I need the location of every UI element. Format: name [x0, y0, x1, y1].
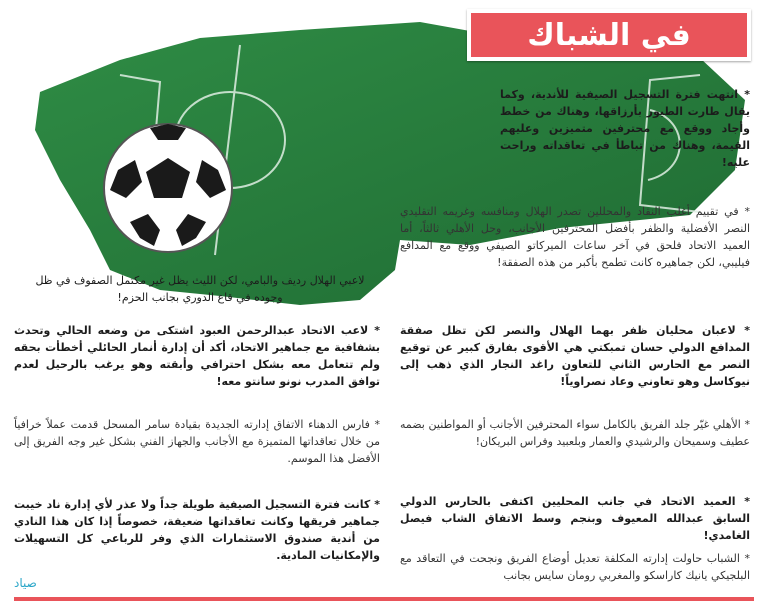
article-paragraph: * انتهت فترة التسجيل الصيفية للأندية، وكما يقال طارت الطيور بأرزاقها، وهناك من خطط وأجاد ووقع مع محترفين متميزين وعليهم القيمة، وهناك من تباطأ في تعاقداته وراحت عليه!	[500, 88, 750, 169]
article-paragraph: * الشباب حاولت إدارته المكلفة تعديل أوضاع الفريق ونجحت في التعاقد مع البلجيكي يانيك كاراسكو والمغربي رومان سايس بجانب	[400, 552, 750, 582]
photo-caption: لاعبي الهلال رديف والبامي، لكن الليث يظل غير مكتمل الصفوف في ظل وجوده في قاع الدوري بجانب الحزم!	[35, 274, 365, 304]
article-paragraph: * لاعب الاتحاد عبدالرحمن العبود اشتكى من وضعه الحالي وتحدث بشفافية مع جماهير الاتحاد، أكد أن إدارة أنمار الحائلي أخطأت بحقه ولم تتعامل معه بشكل احترافي وأبقته وهو يرغب بالرحيل لعدم توافق المدرب نونو سانتو معه!	[14, 324, 380, 388]
article-paragraph: * الأهلي غيّر جلد الفريق بالكامل سواء المحترفين الأجانب أو المواطنين بضمه عطيف وسميحان والرشيدي والعمار وبلعبيد وفراس البريكان!	[400, 418, 750, 448]
article-paragraph: * لاعبان محليان ظفر بهما الهلال والنصر لكن تظل صفقة المدافع الدولي حسان تمبكتي هي الأقوى بفارق كبير عن توقيع النصر مع الحارس الثاني للتعاون راغد النجار الذي ذهب إلى نيوكاسل وهو تعاوني وعاد نصراوياً!	[400, 324, 750, 388]
bottom-accent-bar	[14, 597, 754, 601]
football-icon	[104, 124, 232, 252]
section-title: في الشباك	[527, 17, 691, 53]
author-signature: صياد	[14, 576, 37, 590]
section-title-box	[467, 9, 751, 61]
article-paragraph: * في تقييم أغلب النقاد والمحللين تصدر الهلال ومنافسه وغريمه التقليدي النصر الأفضلية والظفر بأفضل المحترفين الأجانب، وحل الأهلي ثالثاً، أما العميد الاتحاد فلحق في آخر ساعات الميركاتو الصيفي ووقع مع المدافع فيليبي، لكن جماهيره كانت تطمح بأكبر من هذه الصفقة!	[400, 205, 750, 269]
article-paragraph: * كانت فترة التسجيل الصيفية طويلة جداً ولا عذر لأي إدارة ناد خيبت جماهير فريقها وكانت تعاقداتها ضعيفة، خصوصاً إذا كان هذا النادي من أندية صندوق الاستثمارات الذي وفر للرباعي كل التسهيلات والإمكانيات المادية.	[14, 498, 380, 562]
article-paragraph: * فارس الدهناء الاتفاق إدارته الجديدة بقيادة سامر المسحل قدمت عملاً خرافياً من خلال تعاقداتها المتميزة مع الأجانب والجهاز الفني بشكل غير وجه الفريق إلى الأفضل هذا الموسم.	[14, 418, 380, 465]
article-paragraph: * العميد الاتحاد في جانب المحليين اكتفى بالحارس الدولي السابق عبدالله المعيوف وبنجم وسط الاتفاق الشاب فيصل الغامدي!	[400, 495, 750, 542]
